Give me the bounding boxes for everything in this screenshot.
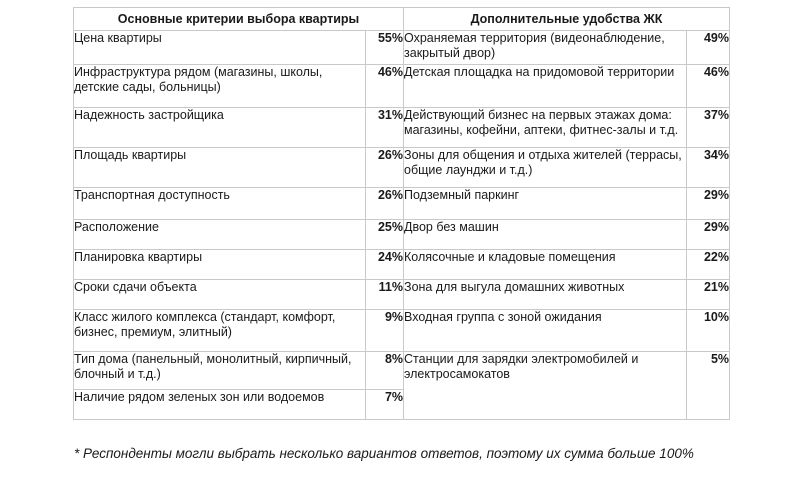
extra-amenity-percent: 21% (687, 280, 730, 310)
extra-amenity-percent: 49% (687, 31, 730, 65)
extra-amenity-label: Колясочные и кладовые помещения (404, 250, 687, 280)
extra-amenity-percent: 29% (687, 188, 730, 220)
footnote: * Респонденты могли выбрать несколько вариантов ответов, поэтому их сумма больше 100% (74, 446, 694, 461)
main-criterion-percent: 26% (366, 188, 404, 220)
table-row (74, 352, 730, 390)
main-criterion-label: Класс жилого комплекса (стандарт, комфорт, бизнес, премиум, элитный) (74, 310, 366, 352)
extra-amenity-label: Входная группа с зоной ожидания (404, 310, 687, 352)
main-criterion-label: Расположение (74, 220, 366, 250)
extra-amenity-percent: 34% (687, 148, 730, 188)
main-criterion-label: Сроки сдачи объекта (74, 280, 366, 310)
main-criterion-percent: 55% (366, 31, 404, 65)
table-row (74, 31, 730, 65)
table-row (74, 148, 730, 188)
table-row (74, 220, 730, 250)
extra-amenity-percent: 37% (687, 108, 730, 148)
survey-results-table (73, 7, 730, 420)
extra-amenity-label: Охраняемая территория (видеонаблюдение, закрытый двор) (404, 31, 687, 65)
main-criterion-percent: 31% (366, 108, 404, 148)
extra-amenity-percent: 10% (687, 310, 730, 352)
extra-amenity-percent: 5% (687, 352, 730, 420)
main-criterion-percent: 26% (366, 148, 404, 188)
main-criterion-label: Транспортная доступность (74, 188, 366, 220)
extra-amenity-percent: 29% (687, 220, 730, 250)
main-criterion-label: Наличие рядом зеленых зон или водоемов (74, 390, 366, 420)
header-extra-amenities: Дополнительные удобства ЖК (404, 8, 730, 31)
table-row (74, 280, 730, 310)
table-header-row (74, 8, 730, 31)
main-criterion-label: Надежность застройщика (74, 108, 366, 148)
extra-amenity-label: Двор без машин (404, 220, 687, 250)
main-criterion-label: Инфраструктура рядом (магазины, школы, детские сады, больницы) (74, 65, 366, 108)
main-criterion-percent: 25% (366, 220, 404, 250)
main-criterion-label: Тип дома (панельный, монолитный, кирпичный, блочный и т.д.) (74, 352, 366, 390)
main-criterion-percent: 24% (366, 250, 404, 280)
main-criterion-percent: 46% (366, 65, 404, 108)
main-criterion-percent: 9% (366, 310, 404, 352)
main-criterion-label: Планировка квартиры (74, 250, 366, 280)
extra-amenity-label: Детская площадка на придомовой территории (404, 65, 687, 108)
table-row (74, 310, 730, 352)
main-criterion-percent: 7% (366, 390, 404, 420)
table-row (74, 250, 730, 280)
main-criterion-label: Площадь квартиры (74, 148, 366, 188)
extra-amenity-label: Действующий бизнес на первых этажах дома: магазины, кофейни, аптеки, фитнес-залы и т.д. (404, 108, 687, 148)
extra-amenity-label: Зоны для общения и отдыха жителей (террасы, общие лаунджи и т.д.) (404, 148, 687, 188)
main-criterion-label: Цена квартиры (74, 31, 366, 65)
main-criterion-percent: 8% (366, 352, 404, 390)
extra-amenity-label: Станции для зарядки электромобилей и электросамокатов (404, 352, 687, 420)
table-row (74, 65, 730, 108)
table-row (74, 108, 730, 148)
extra-amenity-percent: 22% (687, 250, 730, 280)
header-main-criteria: Основные критерии выбора квартиры (74, 8, 404, 31)
extra-amenity-label: Подземный паркинг (404, 188, 687, 220)
extra-amenity-percent: 46% (687, 65, 730, 108)
extra-amenity-label: Зона для выгула домашних животных (404, 280, 687, 310)
main-criterion-percent: 11% (366, 280, 404, 310)
table-row (74, 188, 730, 220)
